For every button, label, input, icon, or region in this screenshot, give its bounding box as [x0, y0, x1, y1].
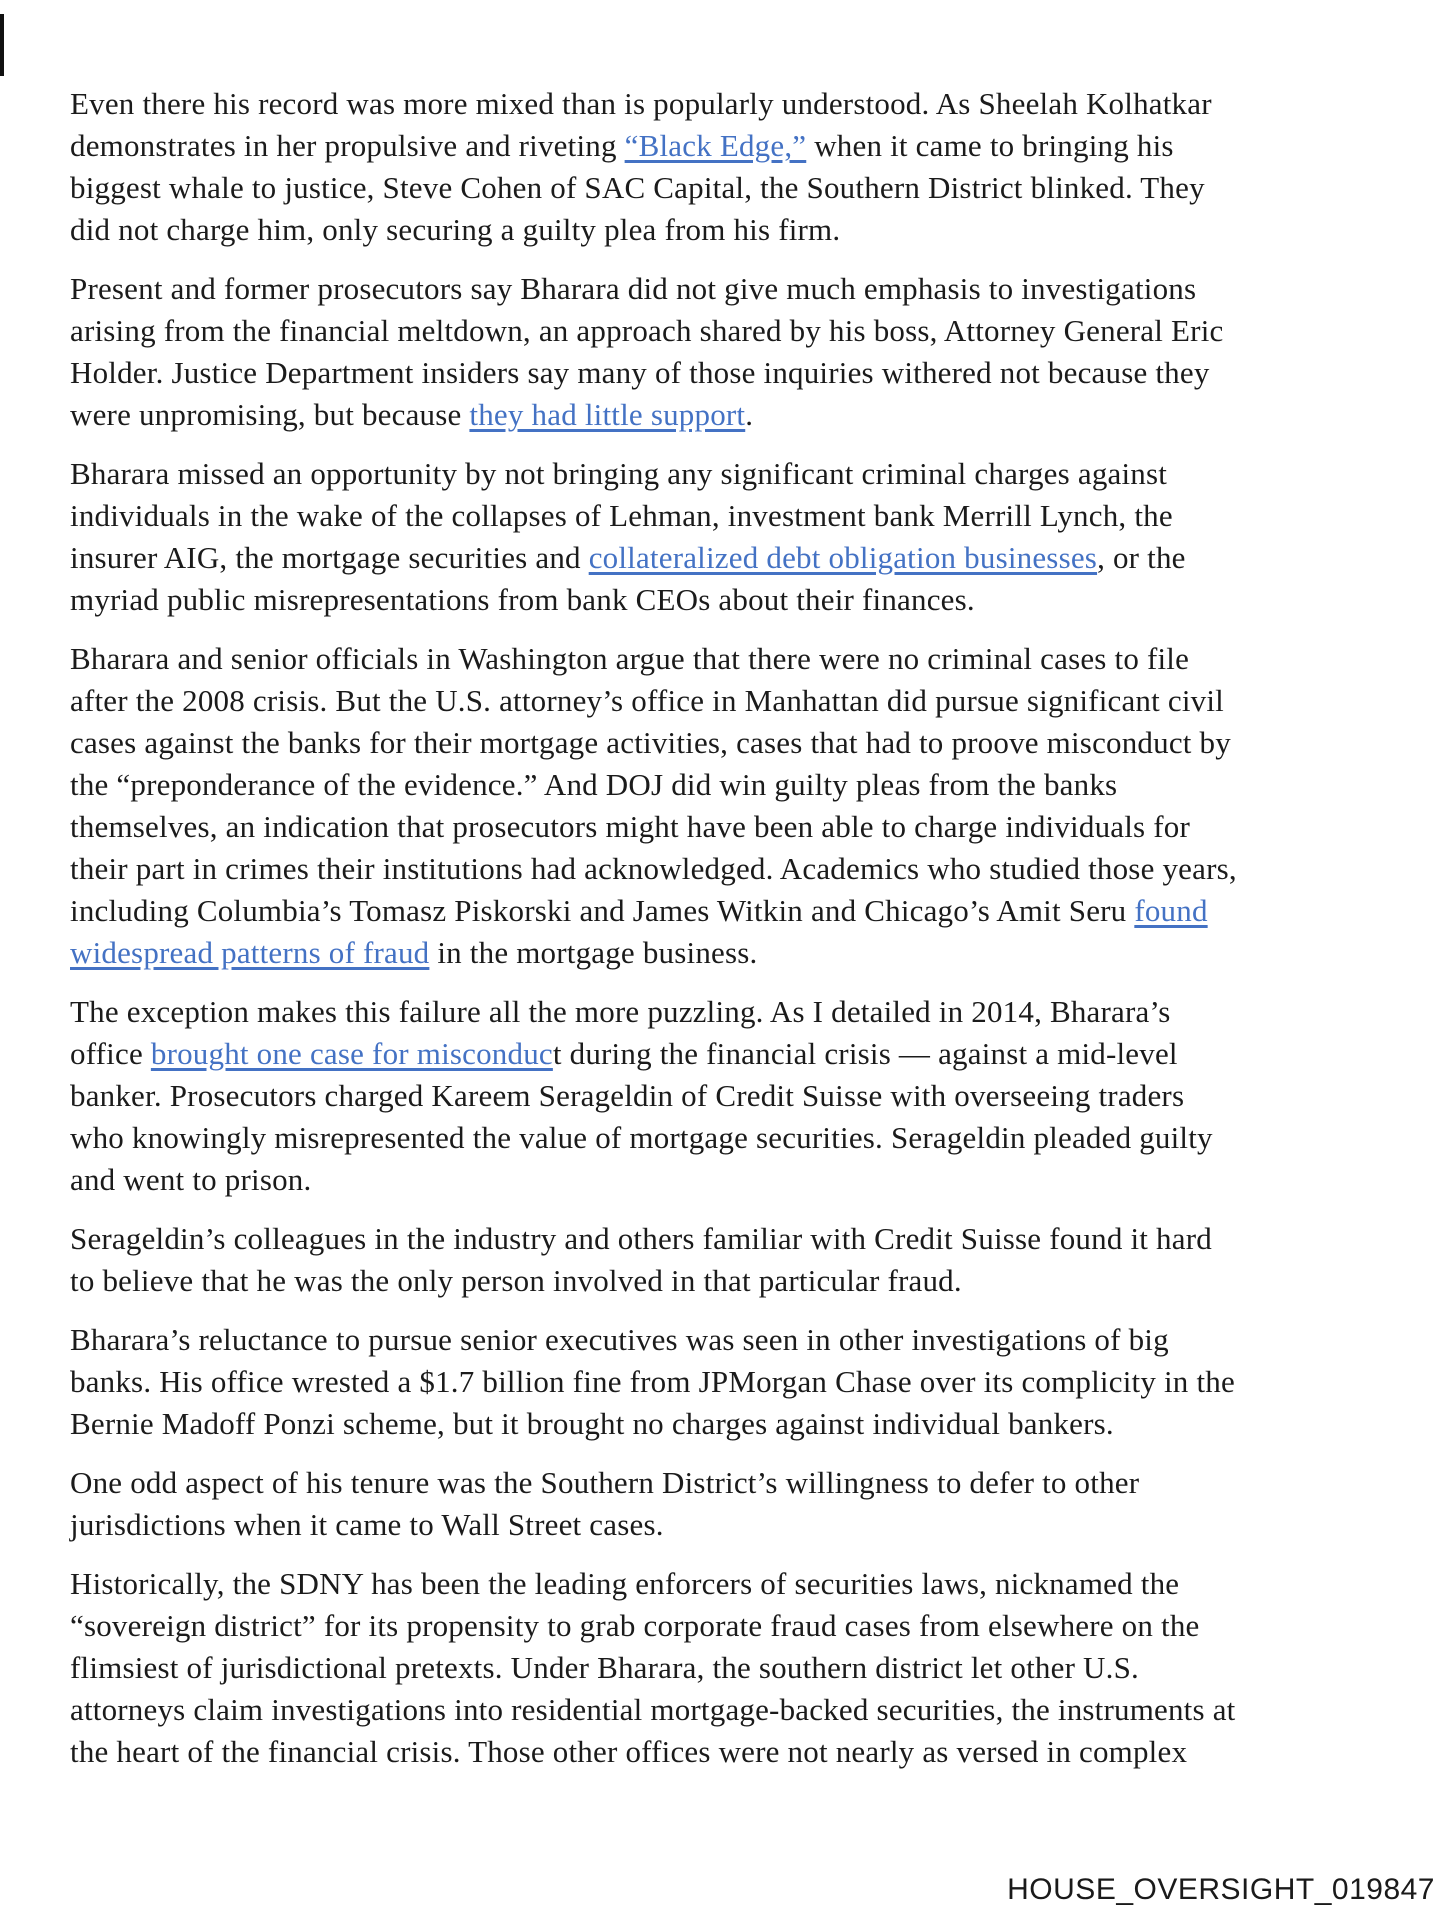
- text-line: [70, 579, 1380, 621]
- document-page: [70, 83, 1380, 1790]
- text-segment: after the 2008 crisis. But the U.S. attorney’s office in Manhattan did pursue significant civil: [70, 683, 1224, 718]
- text-segment: Serageldin’s colleagues in the industry and others familiar with Credit Suisse found it hard: [70, 1221, 1212, 1256]
- text-segment: , or the: [1097, 540, 1186, 575]
- hyperlink[interactable]: “Black Edge,”: [624, 128, 807, 163]
- text-segment: The exception makes this failure all the more puzzling. As I detailed in 2014, Bharara’s: [70, 994, 1171, 1029]
- text-segment: Historically, the SDNY has been the leading enforcers of securities laws, nicknamed the: [70, 1566, 1180, 1601]
- text-line: [70, 1033, 1380, 1075]
- paragraph: [70, 1462, 1380, 1546]
- text-segment: to believe that he was the only person involved in that particular fraud.: [70, 1263, 962, 1298]
- text-segment: themselves, an indication that prosecutors might have been able to charge individuals for: [70, 809, 1190, 844]
- text-line: [70, 1403, 1380, 1445]
- text-segment: office: [70, 1036, 151, 1071]
- text-segment: insurer AIG, the mortgage securities and: [70, 540, 589, 575]
- text-line: [70, 1361, 1380, 1403]
- text-segment: myriad public misrepresentations from bank CEOs about their finances.: [70, 582, 975, 617]
- text-line: [70, 352, 1380, 394]
- paragraph: [70, 453, 1380, 621]
- text-segment: biggest whale to justice, Steve Cohen of SAC Capital, the Southern District blinked. They: [70, 170, 1205, 205]
- text-line: [70, 1159, 1380, 1201]
- text-line: [70, 1689, 1380, 1731]
- hyperlink[interactable]: found: [1134, 893, 1208, 928]
- text-line: [70, 1563, 1380, 1605]
- text-segment: banks. His office wrested a $1.7 billion fine from JPMorgan Chase over its complicity in the: [70, 1364, 1235, 1399]
- text-line: [70, 453, 1380, 495]
- text-segment: Bernie Madoff Ponzi scheme, but it brought no charges against individual bankers.: [70, 1406, 1114, 1441]
- text-line: [70, 1319, 1380, 1361]
- paragraph: [70, 1218, 1380, 1302]
- text-line: [70, 167, 1380, 209]
- text-line: [70, 991, 1380, 1033]
- text-segment: the heart of the financial crisis. Those other offices were not nearly as versed in complex: [70, 1734, 1188, 1769]
- text-segment: Bharara’s reluctance to pursue senior executives was seen in other investigations of big: [70, 1322, 1169, 1357]
- text-line: [70, 638, 1380, 680]
- hyperlink[interactable]: they had little support: [469, 397, 746, 432]
- document-body: [70, 83, 1380, 1773]
- paragraph: [70, 991, 1380, 1201]
- text-line: [70, 722, 1380, 764]
- bates-number: HOUSE_OVERSIGHT_019847: [1007, 1873, 1435, 1906]
- paragraph: [70, 1319, 1380, 1445]
- text-segment: Bharara and senior officials in Washington argue that there were no criminal cases to file: [70, 641, 1190, 676]
- text-line: [70, 125, 1380, 167]
- text-segment: t during the financial crisis — against a mid-level: [552, 1036, 1178, 1071]
- text-segment: the “preponderance of the evidence.” And DOJ did win guilty pleas from the banks: [70, 767, 1118, 802]
- text-segment: One odd aspect of his tenure was the Southern District’s willingness to defer to other: [70, 1465, 1140, 1500]
- text-segment: jurisdictions when it came to Wall Street cases.: [70, 1507, 664, 1542]
- paragraph: [70, 268, 1380, 436]
- text-line: [70, 1647, 1380, 1689]
- hyperlink[interactable]: collateralized debt obligation businesses: [588, 540, 1098, 575]
- text-line: [70, 1218, 1380, 1260]
- text-line: [70, 495, 1380, 537]
- text-line: [70, 1731, 1380, 1773]
- text-line: [70, 394, 1380, 436]
- text-line: [70, 1504, 1380, 1546]
- text-segment: when it came to bringing his: [806, 128, 1174, 163]
- text-segment: flimsiest of jurisdictional pretexts. Under Bharara, the southern district let other U.S.: [70, 1650, 1139, 1685]
- text-line: [70, 764, 1380, 806]
- text-line: [70, 537, 1380, 579]
- text-line: [70, 83, 1380, 125]
- hyperlink[interactable]: widespread patterns of fraud: [70, 935, 430, 970]
- text-line: [70, 1075, 1380, 1117]
- text-segment: arising from the financial meltdown, an approach shared by his boss, Attorney General Eric: [70, 313, 1224, 348]
- paragraph: [70, 1563, 1380, 1773]
- text-segment: Even there his record was more mixed than is popularly understood. As Sheelah Kolhatkar: [70, 86, 1212, 121]
- text-line: [70, 680, 1380, 722]
- text-segment: Holder. Justice Department insiders say many of those inquiries withered not because they: [70, 355, 1210, 390]
- text-segment: “sovereign district” for its propensity to grab corporate fraud cases from elsewhere on the: [70, 1608, 1200, 1643]
- text-line: [70, 268, 1380, 310]
- paragraph: [70, 83, 1380, 251]
- scan-artifact-mark: [0, 14, 4, 76]
- hyperlink[interactable]: brought one case for misconduc: [150, 1036, 553, 1071]
- text-segment: cases against the banks for their mortgage activities, cases that had to proove misconduct by: [70, 725, 1231, 760]
- text-segment: and went to prison.: [70, 1162, 312, 1197]
- text-segment: in the mortgage business.: [429, 935, 758, 970]
- text-segment: demonstrates in her propulsive and riveting: [70, 128, 625, 163]
- text-segment: were unpromising, but because: [70, 397, 470, 432]
- text-line: [70, 932, 1380, 974]
- text-line: [70, 848, 1380, 890]
- text-segment: including Columbia’s Tomasz Piskorski and James Witkin and Chicago’s Amit Seru: [70, 893, 1135, 928]
- text-segment: Present and former prosecutors say Bharara did not give much emphasis to investigations: [70, 271, 1197, 306]
- text-line: [70, 890, 1380, 932]
- text-segment: attorneys claim investigations into residential mortgage-backed securities, the instruments at: [70, 1692, 1236, 1727]
- text-line: [70, 806, 1380, 848]
- text-segment: who knowingly misrepresented the value of mortgage securities. Serageldin pleaded guilty: [70, 1120, 1213, 1155]
- text-line: [70, 310, 1380, 352]
- text-segment: .: [745, 397, 754, 432]
- text-line: [70, 1117, 1380, 1159]
- text-segment: individuals in the wake of the collapses of Lehman, investment bank Merrill Lynch, the: [70, 498, 1173, 533]
- text-segment: their part in crimes their institutions had acknowledged. Academics who studied those years,: [70, 851, 1237, 886]
- text-line: [70, 1605, 1380, 1647]
- text-segment: Bharara missed an opportunity by not bringing any significant criminal charges against: [70, 456, 1168, 491]
- text-segment: did not charge him, only securing a guilty plea from his firm.: [70, 212, 841, 247]
- text-line: [70, 1260, 1380, 1302]
- text-line: [70, 1462, 1380, 1504]
- paragraph: [70, 638, 1380, 974]
- text-line: [70, 209, 1380, 251]
- text-segment: banker. Prosecutors charged Kareem Serageldin of Credit Suisse with overseeing traders: [70, 1078, 1185, 1113]
